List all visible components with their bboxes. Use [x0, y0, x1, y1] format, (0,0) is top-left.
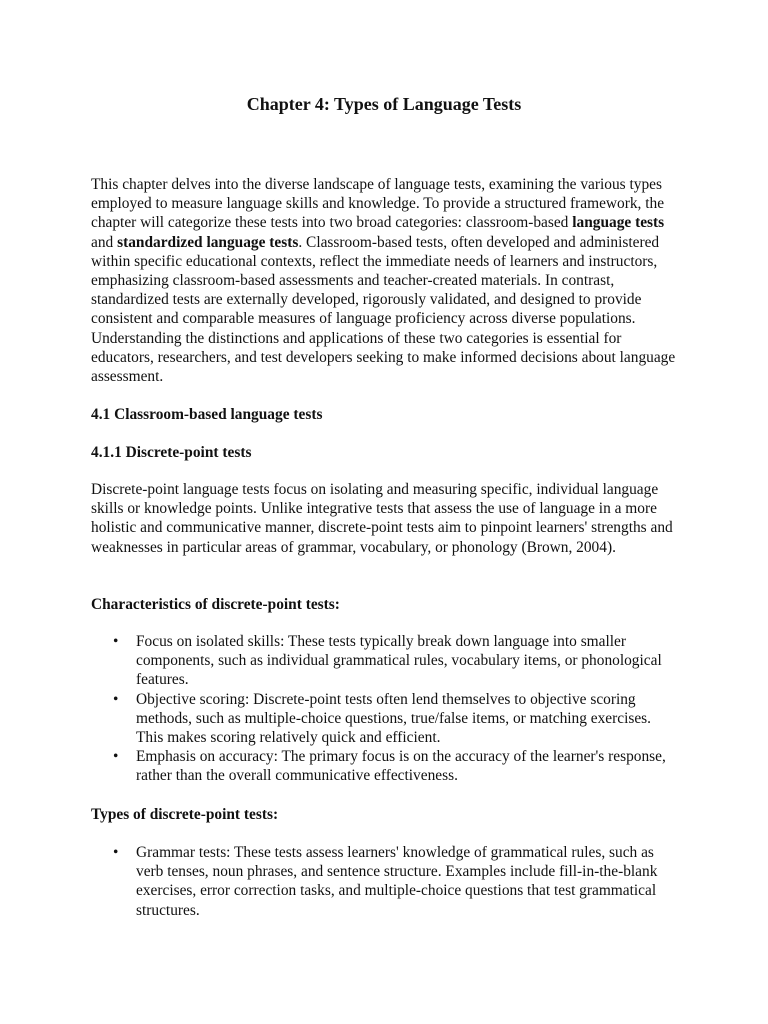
list-item — [91, 843, 681, 920]
bullet-icon: • — [113, 748, 119, 766]
bullet-icon: • — [113, 633, 119, 650]
list-item — [91, 632, 681, 690]
intro-bold-standardized-tests: standardized language tests — [117, 233, 299, 251]
list-item-text: Objective scoring: Discrete-point tests often lend themselves to objective scoring methods, such as multiple-choice questions, true/false items, or matching exercises. This makes scoring relatively quick and efficient. — [136, 690, 652, 747]
bullet-icon: • — [113, 844, 119, 861]
section-4-1-heading: 4.1 Classroom-based language tests — [91, 406, 323, 423]
types-heading: Types of discrete-point tests: — [91, 806, 279, 823]
intro-bold-language-tests: language tests — [572, 214, 665, 232]
list-item-text: Emphasis on accuracy: The primary focus is on the accuracy of the learner's response, rather than the overall communicative effectiveness. — [136, 748, 666, 785]
section-4-1-1-heading: 4.1.1 Discrete-point tests — [91, 444, 252, 461]
list-item-text: Grammar tests: These tests assess learners' knowledge of grammatical rules, such as verb tenses, noun phrases, and sentence structure. Examples include fill-in-the-blank exercises, error correction tasks, and multiple-choice questions that test grammatical structures. — [136, 844, 658, 919]
intro-text-1: This chapter delves into the diverse landscape of language tests, examining the various types employed to measure language skills and knowledge. To provide a structured framework, the chapter will categorize these tests into two broad categories: classroom-based — [91, 176, 665, 232]
list-item-text: Focus on isolated skills: These tests typically break down language into smaller components, such as individual grammatical rules, vocabulary items, or phonological features. — [136, 633, 662, 689]
discrete-paragraph: Discrete-point language tests focus on isolating and measuring specific, individual language skills or knowledge points. Unlike integrative tests that assess the use of language in a more holistic and communicative manner, discrete-point tests aim to pinpoint learners' strengths and weaknesses in particular areas of grammar, vocabulary, or phonology (Brown, 2004). — [91, 481, 673, 556]
list-item — [91, 747, 681, 785]
bullet-icon: • — [113, 690, 119, 708]
intro-text-2: and — [91, 233, 118, 251]
types-list — [91, 843, 681, 920]
characteristics-list — [91, 632, 681, 786]
list-item — [91, 690, 681, 748]
chapter-title: Chapter 4: Types of Language Tests — [246, 94, 522, 114]
intro-paragraph — [91, 175, 681, 386]
intro-text-3: . Classroom-based tests, often developed and administered within specific educational contexts, reflect the immediate needs of learners and instructors, emphasizing classroom-based assessments and teacher-created materials. In contrast, standardized tests are externally developed, rigorously validated, and designed to provide consistent and comparable measures of language proficiency across diverse populations. Understanding the distinctions and applications of these two categories is essential for educators, researchers, and test developers seeking to make informed decisions about language assessment. — [91, 233, 676, 386]
characteristics-heading: Characteristics of discrete-point tests: — [91, 596, 340, 613]
